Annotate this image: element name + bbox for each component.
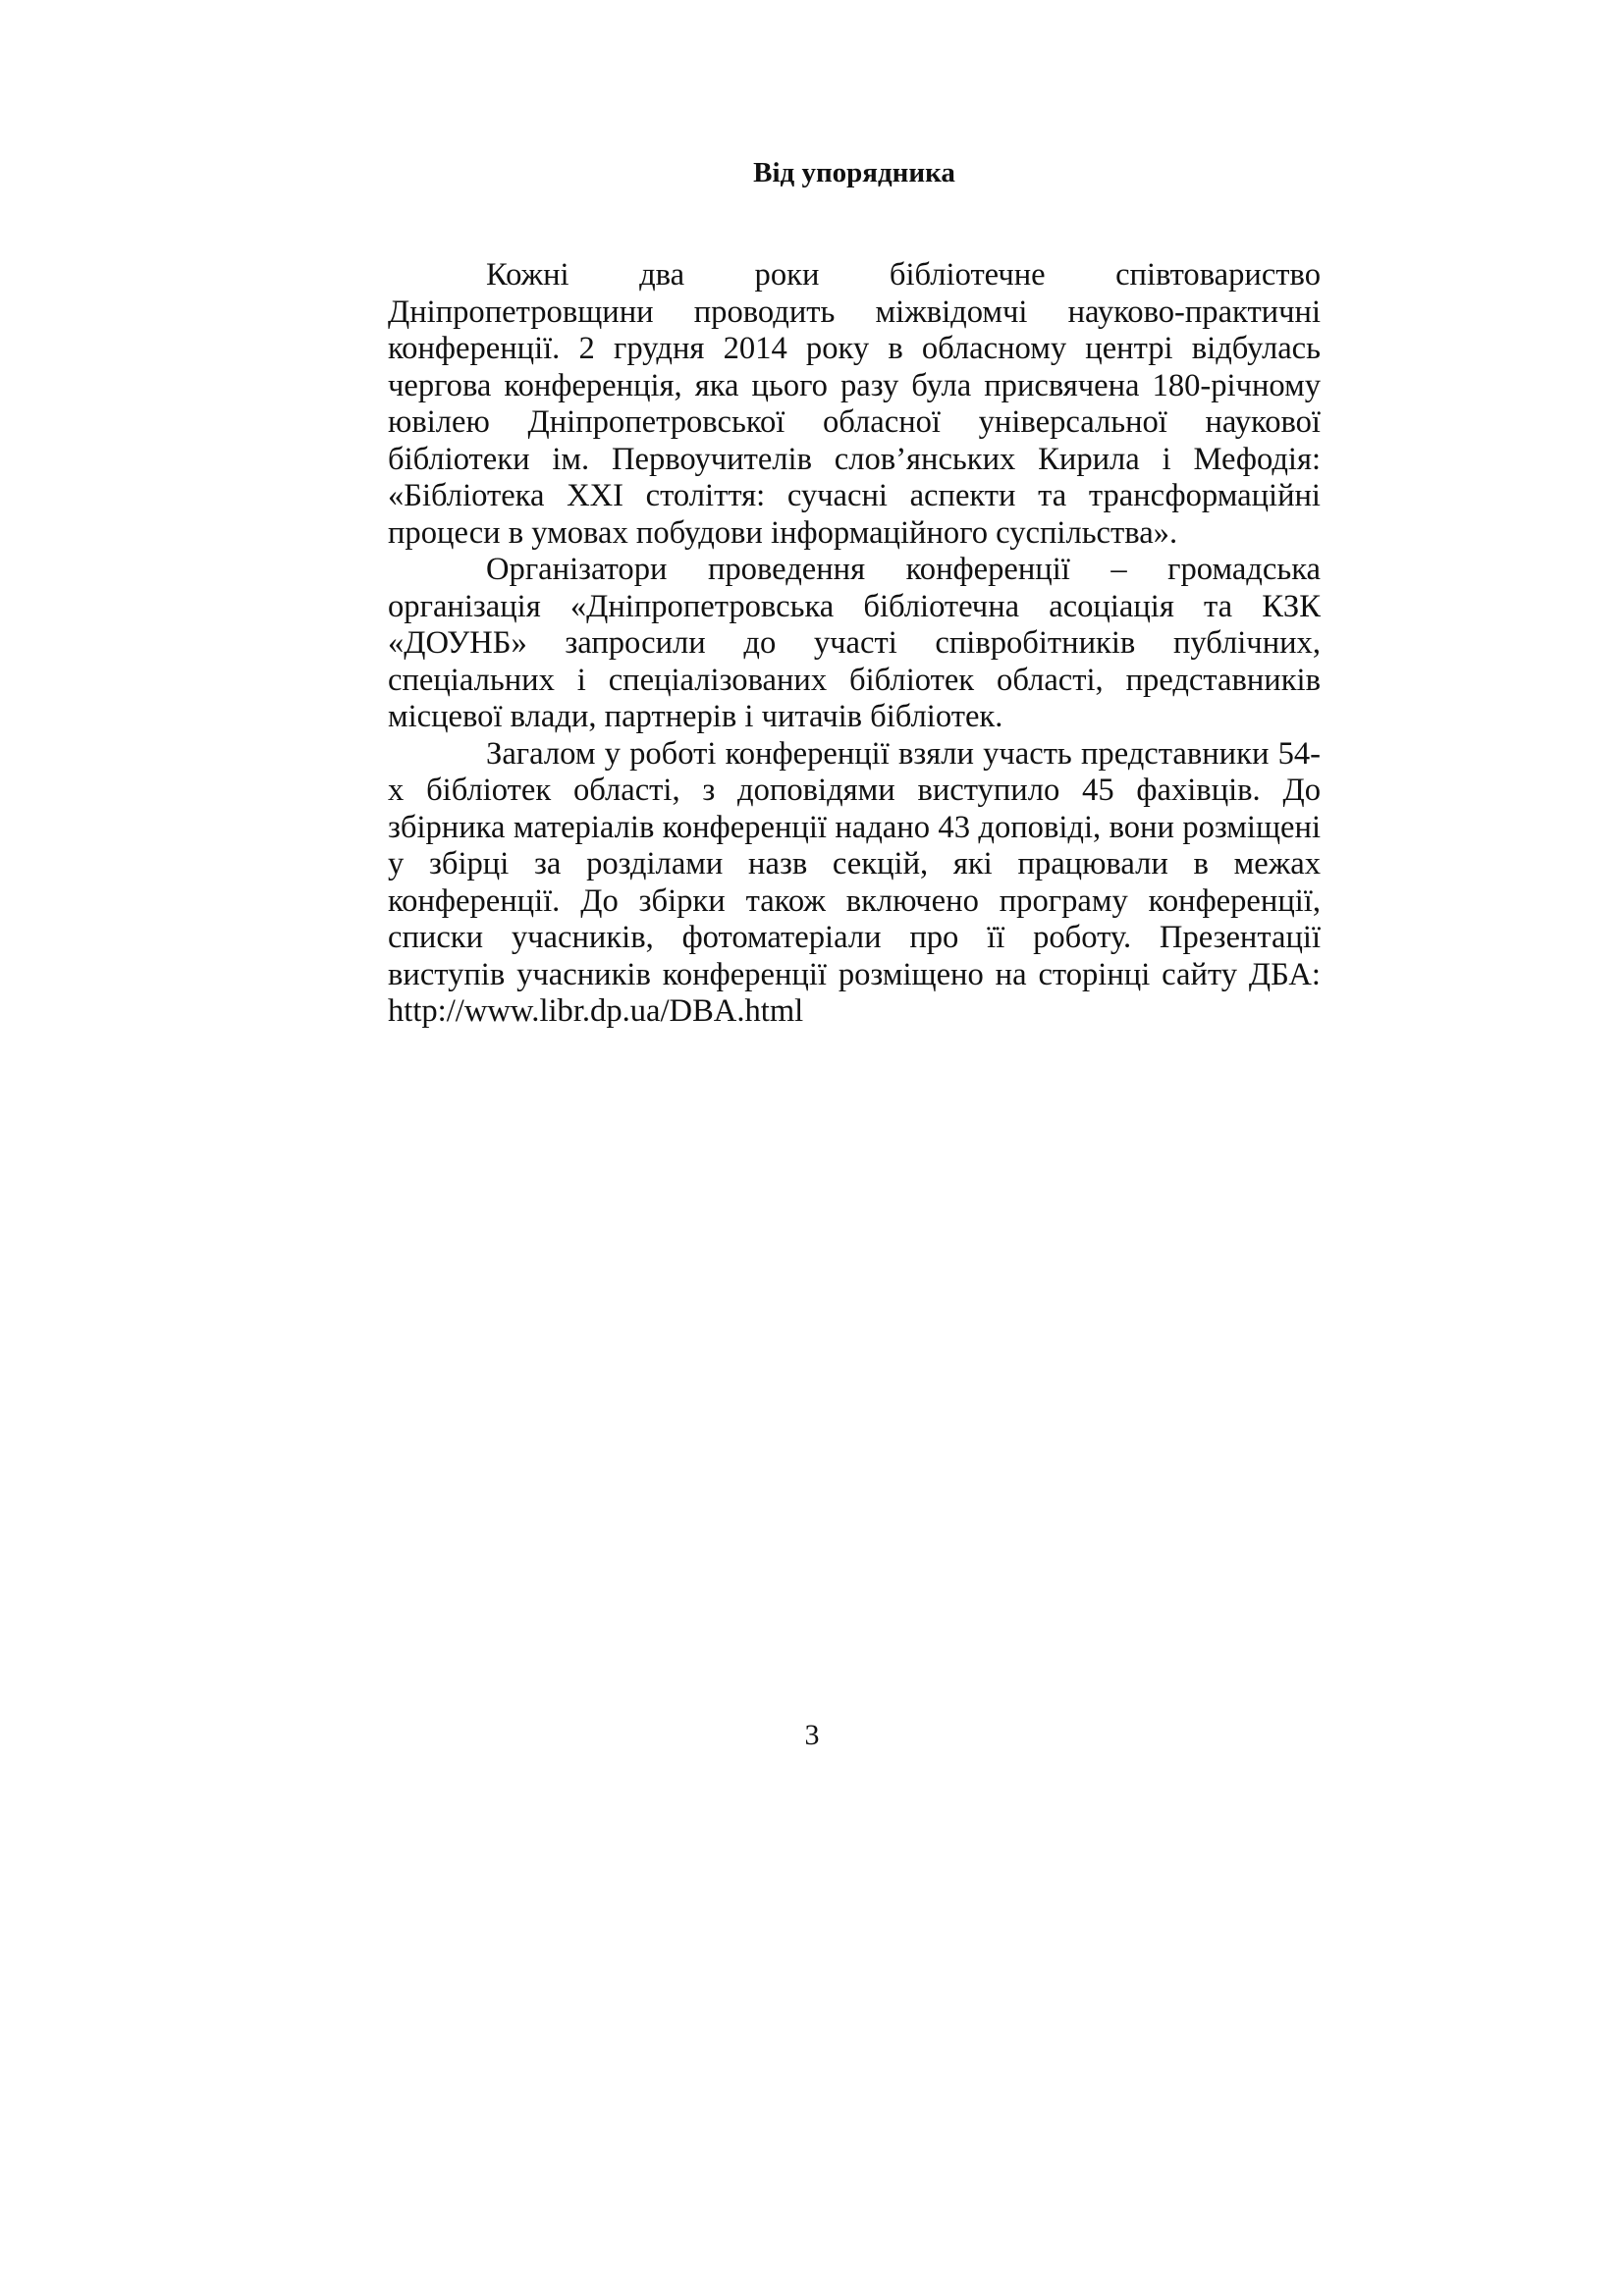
paragraph-conference-intro: Кожні два роки бібліотечне співтовариство Дніпропетровщини проводить міжвідомчі науково-практичні конференції. 2 грудня 2014 року в обласному центрі відбулась чергова конференція, яка цього разу була присвячена 180-річному ювілею Дніпропетровської обласної універсальної наукової бібліотеки ім. Первоучителів слов’янських Кирила і Мефодія: «Бібліотека XXI століття: сучасні аспекти та трансформаційні процеси в умовах побудови інформаційного суспільства». (388, 257, 1321, 551)
body-text (388, 257, 1321, 1031)
page-title: Від упорядника (753, 157, 955, 188)
paragraph-organizers: Організатори проведення конференції – громадська організація «Дніпропетровська бібліотечна асоціація та КЗК «ДОУНБ» запросили до участі співробітників публічних, спеціальних і спеціалізованих бібліотек області, представників місцевої влади, партнерів і читачів бібліотек. (388, 552, 1321, 734)
page-number: 3 (804, 1719, 820, 1751)
paragraph-participation: Загалом у роботі конференції взяли участь представники 54-х бібліотек області, з доповідями виступило 45 фахівців. До збірника матеріалів конференції надано 43 доповіді, вони розміщені у збірці за розділами назв секцій, які працювали в межах конференції. До збірки також включено програму конференції, списки учасників, фотоматеріали про її роботу. Презентації виступів учасників конференції розміщено на сторінці сайту ДБА: http://www.libr.dp.ua/DBA.html (388, 735, 1321, 1029)
